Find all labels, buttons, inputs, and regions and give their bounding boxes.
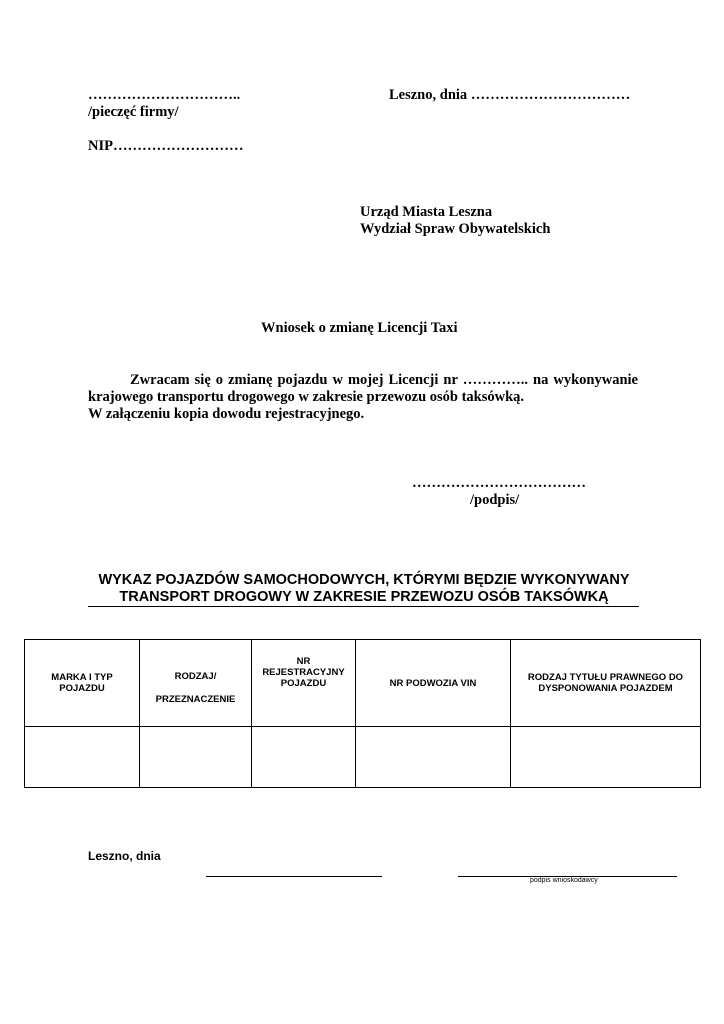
vehicle-list-heading-line-2: TRANSPORT DROGOWY W ZAKRESIE PRZEWOZU OSÓB TAKSÓWKĄ <box>119 589 609 605</box>
column-header-vin: NR PODWOZIA VIN <box>356 640 511 727</box>
table-header-row <box>25 640 701 727</box>
company-stamp-label: /pieczęć firmy/ <box>88 104 179 120</box>
nip-field: NIP……………………… <box>88 138 244 154</box>
cell-vin[interactable] <box>356 727 511 788</box>
vehicle-list-heading-line-1: WYKAZ POJAZDÓW SAMOCHODOWYCH, KTÓRYMI BĘDZIE WYKONYWANY <box>98 572 630 588</box>
column-header-registration-number: NR REJESTRACYJNY POJAZDU <box>252 640 356 727</box>
column-header-type-purpose: RODZAJ/ PRZEZNACZENIE <box>140 640 252 727</box>
applicant-signature-label: podpis wnioskodawcy <box>530 877 598 884</box>
place-date-header: Leszno, dnia …………………………… <box>389 87 631 103</box>
footer-place-date: Leszno, dnia <box>88 849 161 863</box>
signature-label: /podpis/ <box>470 492 520 508</box>
application-title: Wniosek o zmianę Licencji Taxi <box>261 320 458 336</box>
application-body-line-3: W załączeniu kopia dowodu rejestracyjnego. <box>88 406 365 422</box>
vehicle-list-heading <box>88 572 640 606</box>
table-row <box>25 727 701 788</box>
cell-registration-number[interactable] <box>252 727 356 788</box>
cell-type-purpose[interactable] <box>140 727 252 788</box>
cell-legal-title[interactable] <box>511 727 701 788</box>
recipient-department: Wydział Spraw Obywatelskich <box>360 221 551 237</box>
vehicle-table <box>24 639 701 788</box>
heading-underline <box>88 606 639 607</box>
column-header-legal-title: RODZAJ TYTUŁU PRAWNEGO DO DYSPONOWANIA POJAZDEM <box>511 640 701 727</box>
recipient-office: Urząd Miasta Leszna <box>360 204 493 220</box>
company-stamp-dots: ………………………….. <box>88 87 241 103</box>
application-body-line-2: krajowego transportu drogowego w zakresie przewozu osób taksówką. <box>88 389 525 405</box>
signature-dots: ……………………………… <box>412 475 586 491</box>
column-header-make-model: MARKA I TYP POJAZDU <box>25 640 140 727</box>
application-body-line-1: Zwracam się o zmianę pojazdu w mojej Licencji nr ………….. na wykonywanie <box>130 372 638 388</box>
date-signature-line <box>206 876 382 877</box>
cell-make-model[interactable] <box>25 727 140 788</box>
